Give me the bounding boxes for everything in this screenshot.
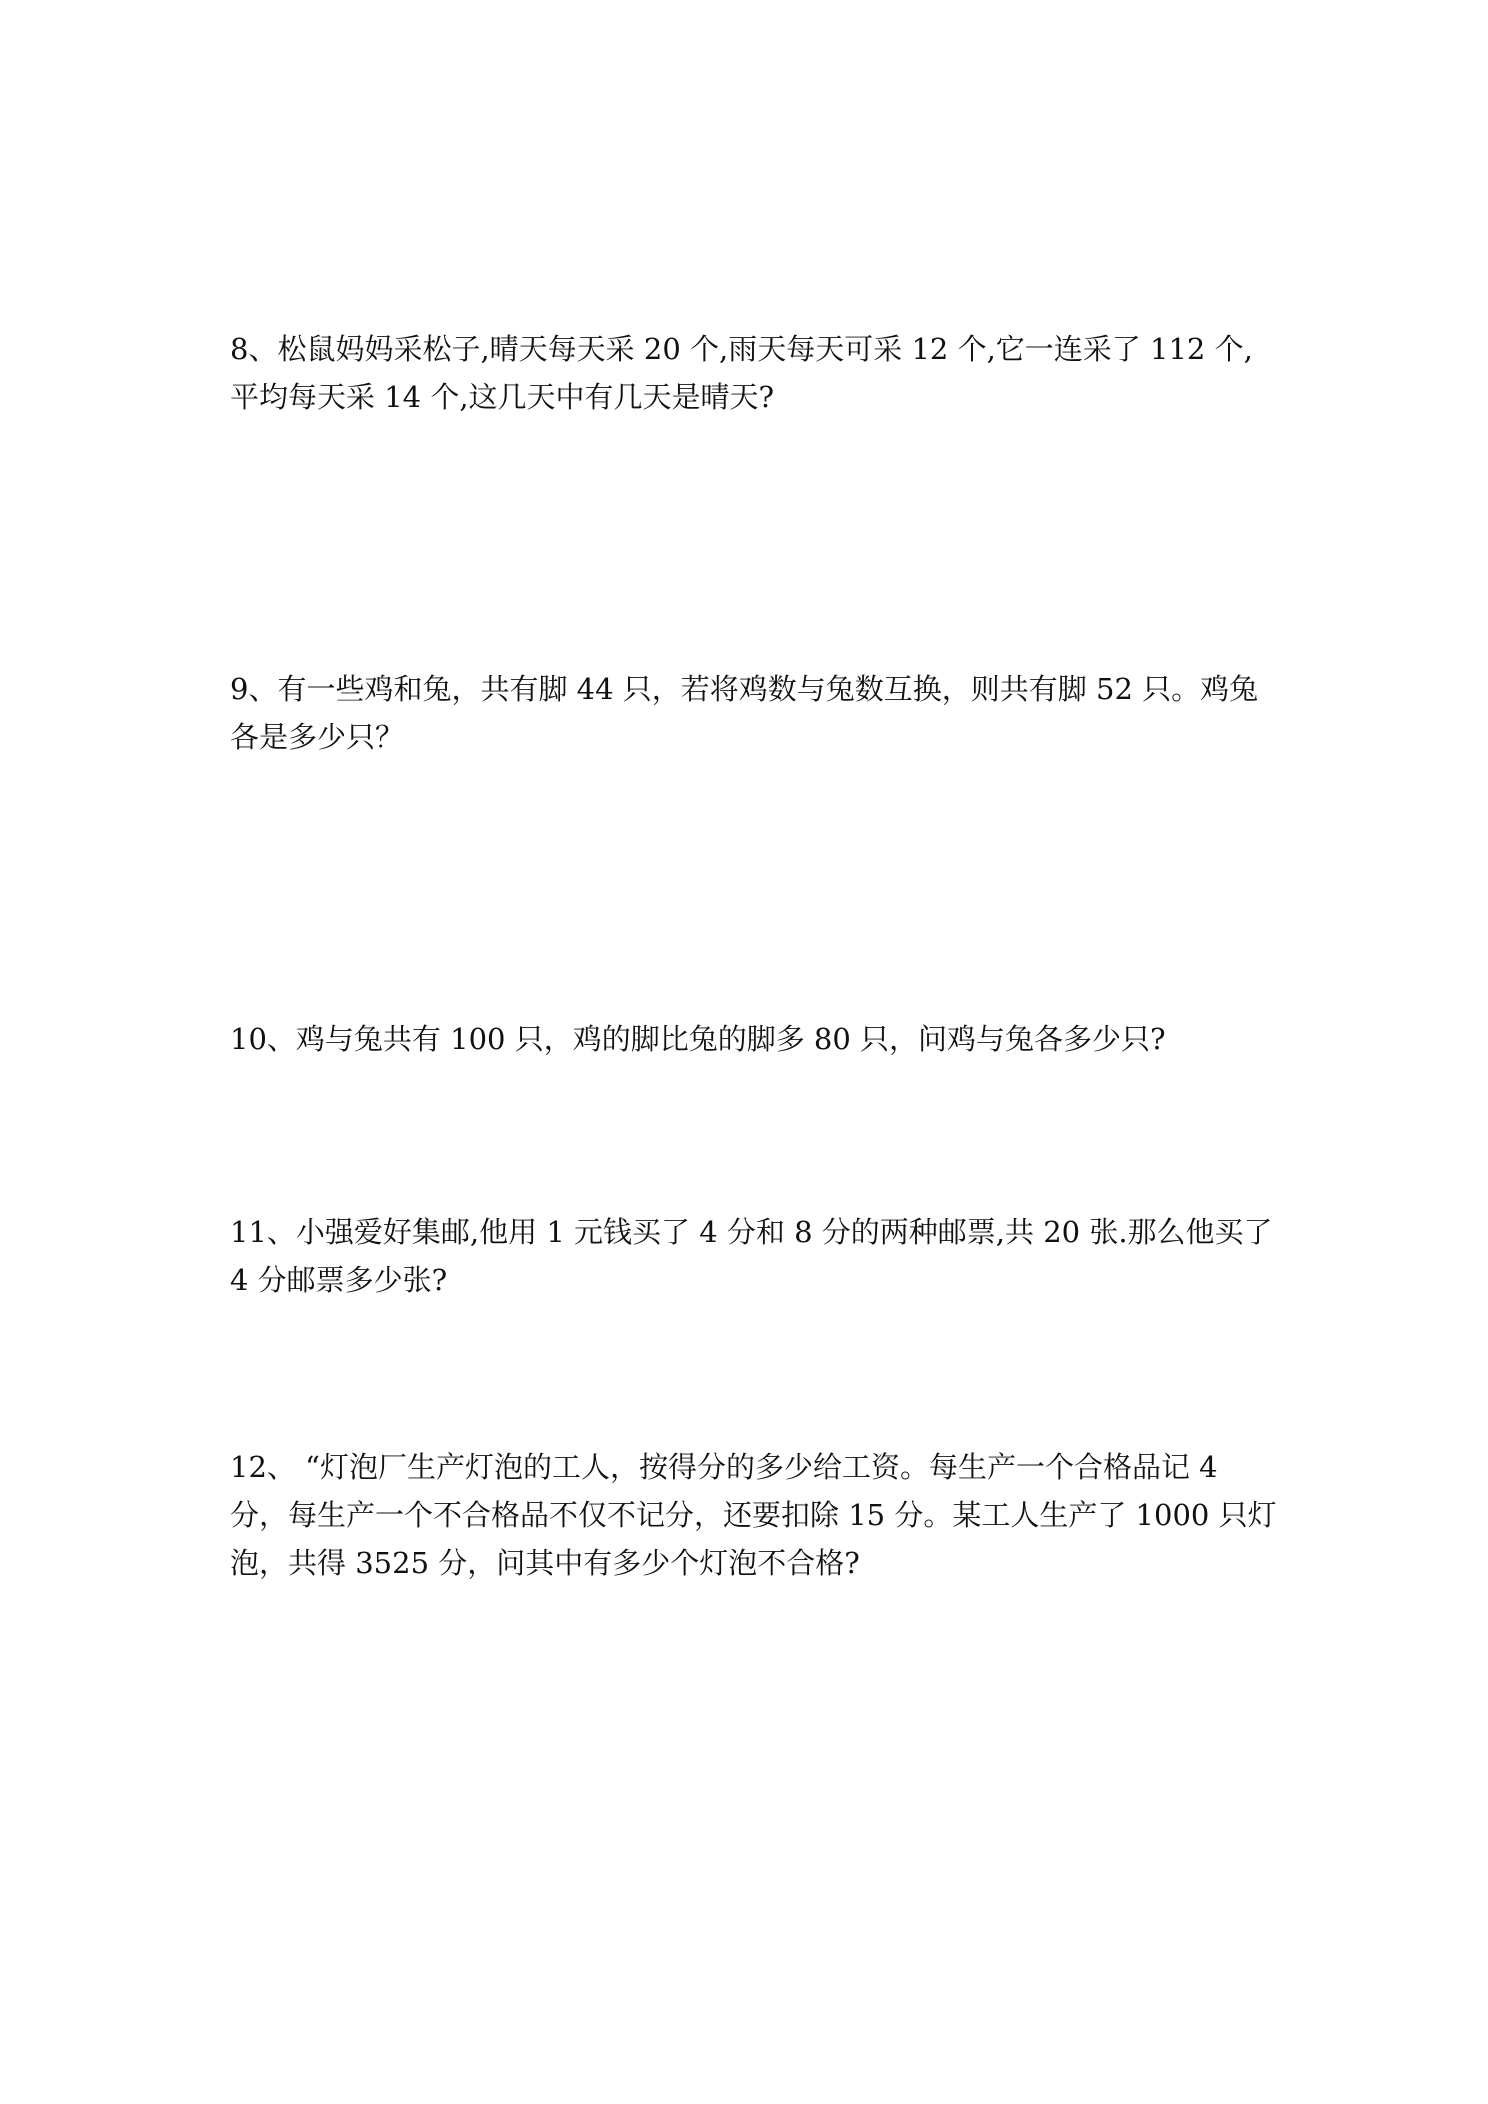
question-8-line-1: 8、松鼠妈妈采松子,晴天每天采 20 个,雨天每天可采 12 个,它一连采了 112 个, [230, 332, 1253, 366]
question-9 [230, 665, 1270, 761]
question-11-line-1: 11、小强爱好集邮,他用 1 元钱买了 4 分和 8 分的两种邮票,共 20 张.那么他买了 [230, 1215, 1273, 1249]
question-11 [230, 1208, 1273, 1304]
question-10-line-1: 10、鸡与兔共有 100 只，鸡的脚比兔的脚多 80 只，问鸡与兔各多少只? [230, 1022, 1166, 1056]
question-9-line-2: 各是多少只？ [230, 720, 405, 754]
question-8 [230, 325, 1270, 421]
question-9-line-1: 9、有一些鸡和兔，共有脚 44 只，若将鸡数与兔数互换，则共有脚 52 只。鸡兔 [230, 672, 1259, 706]
question-12 [230, 1443, 1277, 1587]
question-8-line-2: 平均每天采 14 个,这几天中有几天是晴天? [230, 380, 775, 414]
question-12-line-1: 12、 “灯泡厂生产灯泡的工人，按得分的多少给工资。每生产一个合格品记 4 [230, 1450, 1218, 1484]
question-12-line-2: 分，每生产一个不合格品不仅不记分，还要扣除 15 分。某工人生产了 1000 只灯 [230, 1498, 1277, 1532]
question-10 [230, 1015, 1270, 1063]
question-12-line-3: 泡，共得 3525 分，问其中有多少个灯泡不合格? [230, 1546, 860, 1580]
question-11-line-2: 4 分邮票多少张? [230, 1263, 448, 1297]
